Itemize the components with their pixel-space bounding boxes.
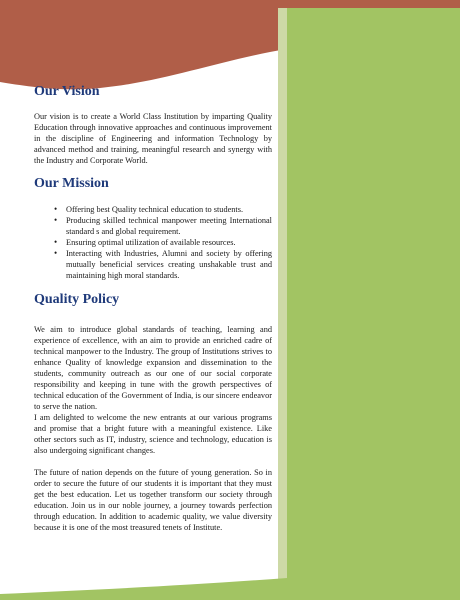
- mission-heading: Our Mission: [34, 176, 109, 191]
- vision-heading: Our Vision: [34, 84, 100, 99]
- sidebar-green-panel: [287, 8, 460, 600]
- mission-list: [34, 204, 272, 281]
- sidebar-light-strip: [278, 8, 287, 600]
- mission-item: • Producing skilled technical manpower meeting International standard s and global requirement.: [66, 215, 272, 237]
- quality-paragraph-3: The future of nation depends on the future of young generation. So in order to secure the future of our students it is important that they must get the best education. Let us together transform our society through education. Join us in our noble journey, a journey towards perfection through education. In addition to academic quality, we value diversity because it is one of the most treasured tenets of Institute.: [34, 468, 272, 532]
- footer-green-band: [0, 578, 287, 600]
- quality-paragraph-1: We aim to introduce global standards of teaching, learning and experience of excellence, with an aim to provide an enriched cadre of technical manpower to the Industry. The group of Institutions strives to enhance Quality of knowledge expansion and dissemination to the students, community outreach as our one of our social corporate responsibility and keeping in tune with the growth perspectives of technical education of the Government of India, is our sincere endeavor to serve the nation.: [34, 325, 272, 411]
- mission-item: • Ensuring optimal utilization of available resources.: [66, 237, 272, 248]
- mission-item: • Interacting with Industries, Alumni and society by offering mutually beneficial services creating unshakable trust and maintaining high moral standards.: [66, 248, 272, 281]
- vision-paragraph: Our vision is to create a World Class Institution by imparting Quality Education through innovative approaches and continuous improvement in the discipline of Engineering and information Technology by advanced method and training, meaningful research and synergy with the Industry and Corporate World.: [34, 112, 272, 165]
- mission-item: • Offering best Quality technical education to students.: [66, 204, 272, 215]
- quality-policy-heading: Quality Policy: [34, 292, 120, 307]
- document-body: [34, 78, 272, 533]
- quality-paragraph-2: I am delighted to welcome the new entrants at our various programs and promise that a bright future with a meaningful existence. Like other sectors such as IT, industry, science and technology, education is also undergoing significant changes.: [34, 413, 272, 455]
